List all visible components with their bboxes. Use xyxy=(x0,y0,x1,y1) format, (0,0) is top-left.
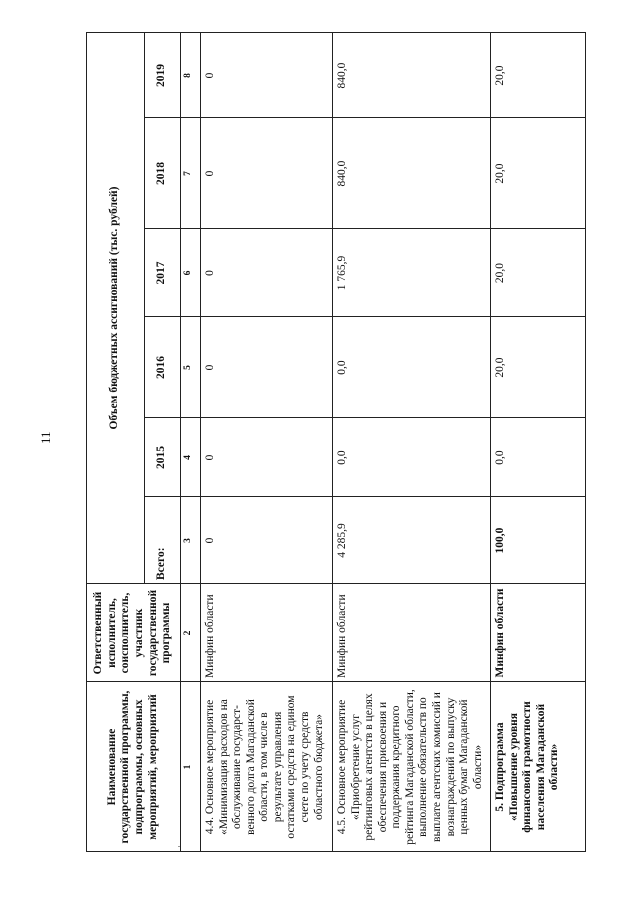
row-5-total: 100,0 xyxy=(494,527,506,554)
row-4-4-2018: 0 xyxy=(204,170,216,177)
header-year-2016: 2016 xyxy=(155,356,168,379)
column-index: 7 xyxy=(183,171,193,176)
row-4-4-name: 4.4. Основное мероприятие «Минимизация расходов на обслуживание государст-венного долга Магаданской области, в том числе в результате управления остатками средств на едином счете по учету средств областного бюджета» xyxy=(204,695,325,839)
budget-table xyxy=(86,32,586,852)
column-index: 1 xyxy=(183,764,193,770)
row-4-4-total: 0 xyxy=(204,537,216,544)
row-4-5-2018: 840,0 xyxy=(336,160,348,187)
header-year-2018: 2018 xyxy=(155,162,168,185)
column-index: 6 xyxy=(183,270,193,276)
row-4-5-executor: Минфин области xyxy=(336,594,348,678)
row-5-2019: 20,0 xyxy=(494,65,506,86)
column-index: 4 xyxy=(183,455,193,460)
header-year-2015: 2015 xyxy=(155,446,168,469)
column-index: 3 xyxy=(183,538,193,543)
row-4-4-2016: 0 xyxy=(204,364,216,371)
row-4-4-2015: 0 xyxy=(204,454,216,461)
row-4-4-executor: Минфин области xyxy=(204,594,216,678)
column-index: 5 xyxy=(183,365,193,370)
row-4-4-2017: 0 xyxy=(204,270,216,276)
header-budget: Объем бюджетных ассигнований (тыс. рублей) xyxy=(108,186,121,430)
column-index: 2 xyxy=(183,630,193,636)
row-4-5-total: 4 285,9 xyxy=(336,523,348,558)
header-executor: Ответственный исполнитель, соисполнитель, участник государственной программы xyxy=(92,589,173,677)
row-4-5-2017: 1 765,9 xyxy=(336,255,348,291)
row-4-5-2019: 840,0 xyxy=(336,62,348,89)
row-4-5-name: 4.5. Основное мероприятие «Приобретение услуг рейтинговых агентств в целях обеспечения присвоения и поддержания кредитного рейтинга Магаданской области, выполнение обязательств по выплате агентских комиссий и вознаграждений по выпуску ценных бумаг Магаданской области» xyxy=(336,689,484,845)
header-name: Наименование государственной программы, подпрограммы, основных мероприятий, мероприятий xyxy=(105,690,159,844)
header-year-2019: 2019 xyxy=(155,64,168,87)
row-5-executor: Минфин области xyxy=(494,588,506,678)
row-5-2015: 0,0 xyxy=(494,450,506,465)
row-5-2016: 20,0 xyxy=(494,357,506,378)
header-year-2017: 2017 xyxy=(155,261,168,285)
page-number: 11 xyxy=(38,431,53,444)
row-4-5-2016: 0,0 xyxy=(336,360,348,375)
row-5-2017: 20,0 xyxy=(494,262,506,284)
row-4-4-2019: 0 xyxy=(204,72,216,79)
row-5-name: 5. Подпрограмма «Повышение уровня финансовой грамотности населения Магаданской области» xyxy=(494,701,561,833)
row-4-5-2015: 0,0 xyxy=(336,450,348,465)
header-total: Всего: xyxy=(155,547,168,580)
column-index: 8 xyxy=(183,73,193,78)
row-5-2018: 20,0 xyxy=(494,163,506,184)
